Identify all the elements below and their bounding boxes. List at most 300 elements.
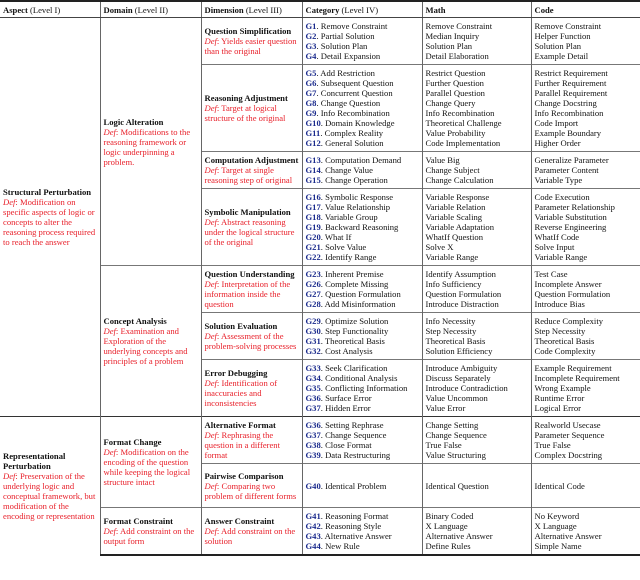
domain-title: Logic Alteration <box>103 116 164 127</box>
category-item <box>306 481 419 491</box>
domain-definition <box>104 326 198 366</box>
category-id: G37 <box>305 430 321 440</box>
category-id: G2 <box>305 31 317 41</box>
code-cell <box>531 313 640 360</box>
category-item <box>306 541 419 551</box>
category-item <box>306 363 419 373</box>
category-name: . Data Restructuring <box>320 450 391 460</box>
category-name: . Theoretical Basis <box>320 336 385 346</box>
code-item: Incomplete Answer <box>534 279 602 289</box>
code-item: Example Boundary <box>534 128 602 138</box>
code-item: Parameter Relationship <box>534 202 615 212</box>
category-cell <box>302 266 422 313</box>
category-item <box>306 383 419 393</box>
domain-title: Format Change <box>103 437 162 447</box>
aspect-cell <box>0 18 100 417</box>
category-item <box>306 68 419 78</box>
dimension-definition <box>205 103 299 123</box>
header-code: Code <box>531 1 640 18</box>
math-item: Introduce Distraction <box>425 299 499 309</box>
category-id: G17 <box>305 202 321 212</box>
domain-title: Concept Analysis <box>103 316 167 326</box>
category-name: . Reasoning Style <box>320 521 382 531</box>
dimension-cell <box>201 464 302 508</box>
code-item: Logical Error <box>534 403 582 413</box>
code-item: Identical Code <box>534 480 585 491</box>
category-id: G16 <box>305 192 321 202</box>
category-id: G21 <box>305 242 321 252</box>
category-item <box>306 128 419 138</box>
dimension-definition <box>205 430 299 460</box>
aspect-definition-text: : Preservation of the underlying logic and conceptual framework, but modification of the encoding or representation <box>3 471 96 521</box>
domain-definition <box>104 447 198 487</box>
category-cell <box>302 508 422 556</box>
dimension-cell <box>201 18 302 65</box>
math-cell <box>422 65 531 152</box>
math-item: Variable Adaptation <box>425 222 494 232</box>
category-id: G37 <box>305 403 321 413</box>
def-prefix: Def <box>204 217 217 227</box>
code-item: Complex Docstring <box>534 450 603 460</box>
dimension-definition <box>205 378 299 408</box>
domain-cell <box>100 18 201 266</box>
code-cell <box>531 360 640 417</box>
code-item: Simple Name <box>534 541 582 551</box>
math-cell <box>422 508 531 556</box>
code-item: Code Import <box>534 118 579 128</box>
code-item: Realworld Usecase <box>534 420 601 430</box>
category-cell <box>302 417 422 464</box>
category-name: . Add Misinformation <box>320 299 396 309</box>
dimension-definition <box>205 279 299 309</box>
category-item <box>306 165 419 175</box>
code-item: Example Requirement <box>534 363 612 373</box>
header-math: Math <box>422 1 531 18</box>
category-id: G29 <box>305 316 321 326</box>
category-item <box>306 41 419 51</box>
category-name: . Concurrent Question <box>316 88 393 98</box>
code-item: Generalize Parameter <box>534 155 609 165</box>
code-cell <box>531 65 640 152</box>
math-item: Identify Assumption <box>425 269 496 279</box>
category-name: . Domain Knowledge <box>320 118 395 128</box>
category-id: G6 <box>305 78 317 88</box>
category-id: G36 <box>305 393 321 403</box>
math-item: X Language <box>425 521 468 531</box>
math-cell <box>422 360 531 417</box>
code-cell <box>531 18 640 65</box>
def-prefix: Def <box>103 326 116 336</box>
category-id: G39 <box>305 450 321 460</box>
math-cell <box>422 189 531 266</box>
domain-definition <box>104 127 198 167</box>
math-item: Value Error <box>425 403 466 413</box>
category-item <box>306 202 419 212</box>
code-cell <box>531 189 640 266</box>
code-item: Helper Function <box>534 31 591 41</box>
dimension-title: Question Understanding <box>204 269 295 279</box>
def-prefix: Def <box>204 279 217 289</box>
aspect-cell <box>0 417 100 556</box>
header-domain: Domain (Level II) <box>100 1 201 18</box>
category-id: G26 <box>305 279 321 289</box>
category-id: G22 <box>305 252 321 262</box>
math-item: Change Query <box>425 98 476 108</box>
category-name: . Identical Problem <box>320 480 387 491</box>
category-id: G35 <box>305 383 321 393</box>
category-item <box>306 222 419 232</box>
domain-title: Format Constraint <box>103 516 173 526</box>
math-item: Variable Range <box>425 252 479 262</box>
category-name: . Change Question <box>316 98 381 108</box>
math-item: Theoretical Challenge <box>425 118 502 128</box>
category-id: G1 <box>305 21 317 31</box>
aspect-title: Structural Perturbation <box>3 187 92 197</box>
math-item: Solution Plan <box>425 41 473 51</box>
math-item: Info Sufficiency <box>425 279 482 289</box>
category-id: G5 <box>305 68 317 78</box>
dimension-title: Error Debugging <box>204 368 268 378</box>
code-item: Wrong Example <box>534 383 591 393</box>
category-name: . Partial Solution <box>316 31 375 41</box>
math-item: Info Necessity <box>425 316 476 326</box>
category-id: G42 <box>305 521 321 531</box>
math-item: Theoretical Basis <box>425 336 486 346</box>
category-id: G30 <box>305 326 321 336</box>
category-item <box>306 420 419 430</box>
domain-definition <box>104 526 198 546</box>
math-item: Change Subject <box>425 165 480 175</box>
category-name: . Cost Analysis <box>320 346 373 356</box>
category-id: G12 <box>305 138 321 148</box>
domain-cell <box>100 508 201 556</box>
domain-definition-text: : Add constraint on the output form <box>103 526 195 546</box>
dimension-title: Question Simplification <box>204 26 292 36</box>
code-item: Variable Substitution <box>534 212 607 222</box>
category-name: . Change Value <box>320 165 373 175</box>
category-name: . Reasoning Format <box>320 511 389 521</box>
def-prefix: Def <box>204 526 217 536</box>
def-prefix: Def <box>204 331 217 341</box>
dimension-definition <box>205 331 299 351</box>
math-item: Variable Scaling <box>425 212 483 222</box>
aspect-title: Representational Perturbation <box>3 451 66 471</box>
dimension-title: Pairwise Comparison <box>204 470 284 481</box>
category-name: . Variable Group <box>320 212 378 222</box>
code-cell <box>531 508 640 556</box>
category-item <box>306 138 419 148</box>
dimension-cell <box>201 313 302 360</box>
category-item <box>306 346 419 356</box>
category-name: . Value Relationship <box>320 202 391 212</box>
category-id: G10 <box>305 118 321 128</box>
dimension-cell <box>201 508 302 556</box>
category-id: G14 <box>305 165 321 175</box>
code-item: Example Detail <box>534 51 589 61</box>
category-item <box>306 98 419 108</box>
math-item: Question Formulation <box>425 289 502 299</box>
category-item <box>306 521 419 531</box>
category-item <box>306 316 419 326</box>
math-item: Variable Response <box>425 192 490 202</box>
code-item: Further Requirement <box>534 78 607 88</box>
table-row <box>0 417 640 464</box>
category-item <box>306 51 419 61</box>
math-cell <box>422 18 531 65</box>
category-item <box>306 279 419 289</box>
code-cell <box>531 464 640 508</box>
math-cell <box>422 464 531 508</box>
category-name: . New Rule <box>320 541 360 551</box>
dimension-definition-text: : Identification of inaccuracies and inconsistencies <box>204 378 278 408</box>
category-item <box>306 175 419 185</box>
code-cell <box>531 152 640 189</box>
dimension-definition-text: : Interpretation of the information inside the question <box>204 279 291 309</box>
math-item: Solution Efficiency <box>425 346 493 356</box>
dimension-definition <box>205 481 299 501</box>
category-id: G36 <box>305 420 321 430</box>
category-name: . Setting Rephrase <box>320 420 384 430</box>
def-prefix: Def <box>103 526 116 536</box>
code-item: Incomplete Requirement <box>534 373 620 383</box>
def-prefix: Def <box>103 126 116 137</box>
math-item: Identical Question <box>425 480 489 491</box>
def-prefix: Def <box>204 430 217 440</box>
dimension-title: Answer Constraint <box>204 516 275 526</box>
code-item: Restrict Requirement <box>534 68 608 78</box>
category-item <box>306 450 419 460</box>
dimension-definition-text: : Add constraint on the solution <box>204 526 296 546</box>
code-item: Reverse Engineering <box>534 222 607 232</box>
code-item: Runtime Error <box>534 393 585 403</box>
dimension-definition-text: : Yields easier question than the original <box>204 36 297 56</box>
code-item: Step Necessity <box>534 326 586 336</box>
category-id: G3 <box>305 41 317 51</box>
category-item <box>306 21 419 31</box>
category-id: G18 <box>305 212 321 222</box>
math-item: Value Uncommon <box>425 393 488 403</box>
category-id: G19 <box>305 222 321 232</box>
def-prefix: Def <box>3 471 16 481</box>
category-cell <box>302 360 422 417</box>
dimension-cell <box>201 65 302 152</box>
code-item: Parameter Sequence <box>534 430 605 440</box>
category-item <box>306 78 419 88</box>
dimension-definition-text: : Comparing two problem of different forms <box>204 480 297 501</box>
category-cell <box>302 152 422 189</box>
category-item <box>306 430 419 440</box>
math-item: Code Implementation <box>425 138 501 148</box>
math-item: Restrict Question <box>425 68 486 78</box>
code-item: Question Formulation <box>534 289 611 299</box>
code-item: Theoretical Basis <box>534 336 595 346</box>
category-item <box>306 192 419 202</box>
code-item: True False <box>534 440 571 450</box>
code-item: Code Execution <box>534 192 590 202</box>
category-name: . Hidden Error <box>320 403 371 413</box>
code-item: Change Docstring <box>534 98 597 108</box>
dimension-definition <box>205 36 299 56</box>
math-item: Variable Relation <box>425 202 486 212</box>
math-item: True False <box>425 440 462 450</box>
category-id: G33 <box>305 363 321 373</box>
domain-cell <box>100 266 201 417</box>
category-id: G41 <box>305 511 321 521</box>
category-name: . Add Restriction <box>316 68 375 78</box>
dimension-definition-text: : Abstract reasoning under the logical structure of the original <box>204 217 295 247</box>
category-cell <box>302 18 422 65</box>
math-item: Further Question <box>425 78 484 88</box>
math-item: Alternative Answer <box>425 531 493 541</box>
category-id: G13 <box>305 155 321 165</box>
math-item: Change Setting <box>425 420 479 430</box>
category-item <box>306 440 419 450</box>
category-id: G7 <box>305 88 317 98</box>
category-item <box>306 531 419 541</box>
category-item <box>306 393 419 403</box>
domain-cell <box>100 417 201 508</box>
category-name: . Seek Clarification <box>320 363 388 373</box>
dimension-definition <box>205 526 299 546</box>
aspect-definition <box>3 471 97 521</box>
category-id: G27 <box>305 289 321 299</box>
category-id: G31 <box>305 336 321 346</box>
category-name: . Conditional Analysis <box>320 373 398 383</box>
code-item: Alternative Answer <box>534 531 602 541</box>
math-item: Remove Constraint <box>425 21 493 31</box>
math-item: Introduce Contradiction <box>425 383 508 393</box>
header-dimension: Dimension (Level III) <box>201 1 302 18</box>
dimension-cell <box>201 152 302 189</box>
category-item <box>306 108 419 118</box>
category-id: G8 <box>305 98 317 108</box>
math-item: Discuss Separately <box>425 373 491 383</box>
category-item <box>306 155 419 165</box>
code-cell <box>531 266 640 313</box>
code-item: Info Recombination <box>534 108 604 118</box>
category-id: G15 <box>305 175 321 185</box>
category-name: . Subsequent Question <box>316 78 394 88</box>
category-cell <box>302 464 422 508</box>
category-item <box>306 252 419 262</box>
category-item <box>306 511 419 521</box>
math-item: Detail Elaboration <box>425 51 489 61</box>
dimension-title: Alternative Format <box>204 420 276 430</box>
category-name: . Optimize Solution <box>320 316 389 326</box>
dimension-cell <box>201 189 302 266</box>
category-name: . What If <box>320 232 352 242</box>
category-name: . Inherent Premise <box>320 269 384 279</box>
category-id: G40 <box>305 480 321 491</box>
category-item <box>306 326 419 336</box>
category-name: . Complex Reality <box>320 128 384 138</box>
code-item: Parallel Requirement <box>534 88 608 98</box>
math-cell <box>422 313 531 360</box>
code-item: Solve Input <box>534 242 575 252</box>
math-item: WhatIf Question <box>425 232 484 242</box>
dimension-cell <box>201 417 302 464</box>
dimension-cell <box>201 360 302 417</box>
code-item: X Language <box>534 521 577 531</box>
dimension-definition-text: : Rephrasing the question in a different format <box>204 430 280 460</box>
category-name: . Conflicting Information <box>320 383 408 393</box>
def-prefix: Def <box>204 378 217 388</box>
domain-definition-text: : Modification on the encoding of the question while keeping the logical structure intact <box>103 447 191 487</box>
code-cell <box>531 417 640 464</box>
category-name: . Step Functionality <box>320 326 389 336</box>
dimension-title: Computation Adjustment <box>204 155 299 165</box>
def-prefix: Def <box>204 103 217 113</box>
category-id: G38 <box>305 440 321 450</box>
math-item: Value Probability <box>425 128 486 138</box>
math-item: Parallel Question <box>425 88 485 98</box>
aspect-definition-text: : Modification on specific aspects of logic or concepts to alter the reasoning process required to reach the answer <box>3 197 96 247</box>
dimension-title: Reasoning Adjustment <box>204 93 288 103</box>
category-name: . Alternative Answer <box>320 531 392 541</box>
category-cell <box>302 189 422 266</box>
math-item: Change Sequence <box>425 430 487 440</box>
category-name: . Computation Demand <box>320 155 402 165</box>
math-item: Binary Coded <box>425 511 474 521</box>
category-id: G11 <box>305 128 321 138</box>
dimension-definition <box>205 165 299 185</box>
category-cell <box>302 65 422 152</box>
header-aspect: Aspect (Level I) <box>0 1 100 18</box>
category-id: G23 <box>305 269 321 279</box>
category-id: G44 <box>305 541 321 551</box>
category-id: G20 <box>305 232 321 242</box>
dimension-definition-text: : Assessment of the problem-solving processes <box>204 331 297 351</box>
def-prefix: Def <box>103 447 116 457</box>
dimension-cell <box>201 266 302 313</box>
category-name: . Question Formulation <box>320 289 401 299</box>
math-item: Median Inquiry <box>425 31 480 41</box>
category-item <box>306 299 419 309</box>
domain-definition-text: : Examination and Exploration of the underlying concepts and principles of a problem <box>103 326 188 366</box>
category-cell <box>302 313 422 360</box>
header-category: Category (Level IV) <box>302 1 422 18</box>
category-item <box>306 336 419 346</box>
category-item <box>306 212 419 222</box>
category-name: . Remove Constraint <box>316 21 388 31</box>
category-name: . Change Sequence <box>320 430 387 440</box>
category-item <box>306 289 419 299</box>
code-item: Code Complexity <box>534 346 596 356</box>
code-item: Parameter Content <box>534 165 599 175</box>
code-item: No Keyword <box>534 511 580 521</box>
category-name: . Surface Error <box>320 393 372 403</box>
category-name: . Backward Reasoning <box>320 222 399 232</box>
def-prefix: Def <box>204 480 217 491</box>
code-item: Reduce Complexity <box>534 316 603 326</box>
domain-definition-text: : Modifications to the reasoning framework or logic underpinning a problem. <box>103 126 191 167</box>
math-item: Introduce Ambiguity <box>425 363 498 373</box>
dimension-title: Symbolic Manipulation <box>204 207 291 217</box>
category-name: . Solve Value <box>320 242 367 252</box>
def-prefix: Def <box>204 165 217 175</box>
category-item <box>306 403 419 413</box>
dimension-definition-text: : Target at logical structure of the original <box>204 103 286 123</box>
category-name: . Change Operation <box>320 175 388 185</box>
math-item: Value Structuring <box>425 450 486 460</box>
category-id: G9 <box>305 108 317 118</box>
math-cell <box>422 266 531 313</box>
math-item: Info Recombination <box>425 108 495 118</box>
code-item: Solution Plan <box>534 41 582 51</box>
header-row <box>0 1 640 18</box>
category-item <box>306 31 419 41</box>
category-id: G4 <box>305 51 317 61</box>
